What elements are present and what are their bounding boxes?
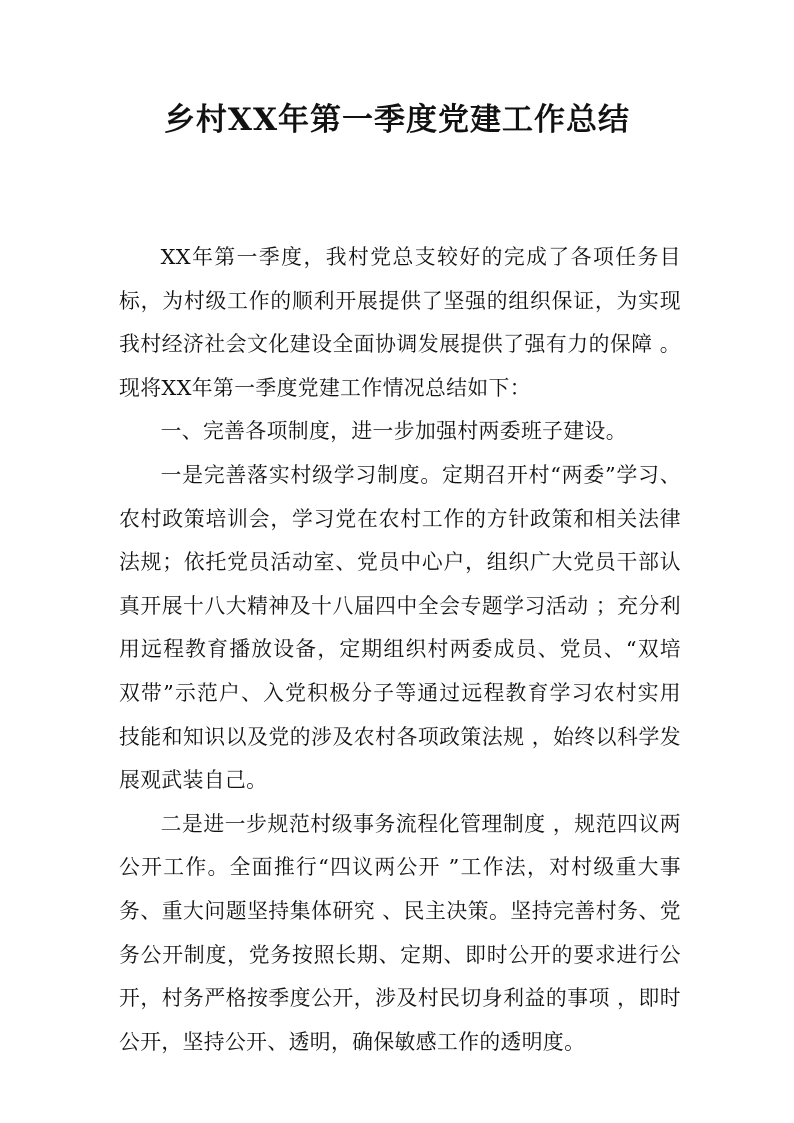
document-body xyxy=(119,236,681,1064)
paragraph-study-system: 一是完善落实村级学习制度。定期召开村“两委”学习、农村政策培训会，学习党在农村工作的方针政策和相关法律法规；依托党员活动室、党员中心户，组织广大党员干部认真开展十八大精神及十八届四中全会专题学习活动 ；充分利用远程教育播放设备，定期组织村两委成员、党员、“双培双带”示范户、入党积极分子等通过远程教育学习农村实用技能和知识以及党的涉及农村各项政策法规 ，始终以科学发展观武装自己。 xyxy=(119,462,681,793)
section-heading-1: 一、完善各项制度，进一步加强村两委班子建设。 xyxy=(160,419,627,444)
document-title: 乡村XX年第一季度党建工作总结 xyxy=(163,102,631,138)
paragraph-affairs-management: 二是进一步规范村级事务流程化管理制度 ，规范四议两公开工作。全面推行“四议两公开 ”工作法，对村级重大事务、重大问题坚持集体研究 、民主决策。坚持完善村务、党务公开制度，党务按照长期、定期、即时公开的要求进行公开，村务严格按季度公开，涉及村民切身利益的事项 ，即时公开，坚持公开、透明，确保敏感工作的透明度。 xyxy=(119,811,681,1054)
paragraph-intro: XX年第一季度，我村党总支较好的完成了各项任务目标，为村级工作的顺利开展提供了坚强的组织保证，为实现我村经济社会文化建设全面协调发展提供了强有力的保障 。现将XX年第一季度党建工作情况总结如下： xyxy=(119,245,681,400)
